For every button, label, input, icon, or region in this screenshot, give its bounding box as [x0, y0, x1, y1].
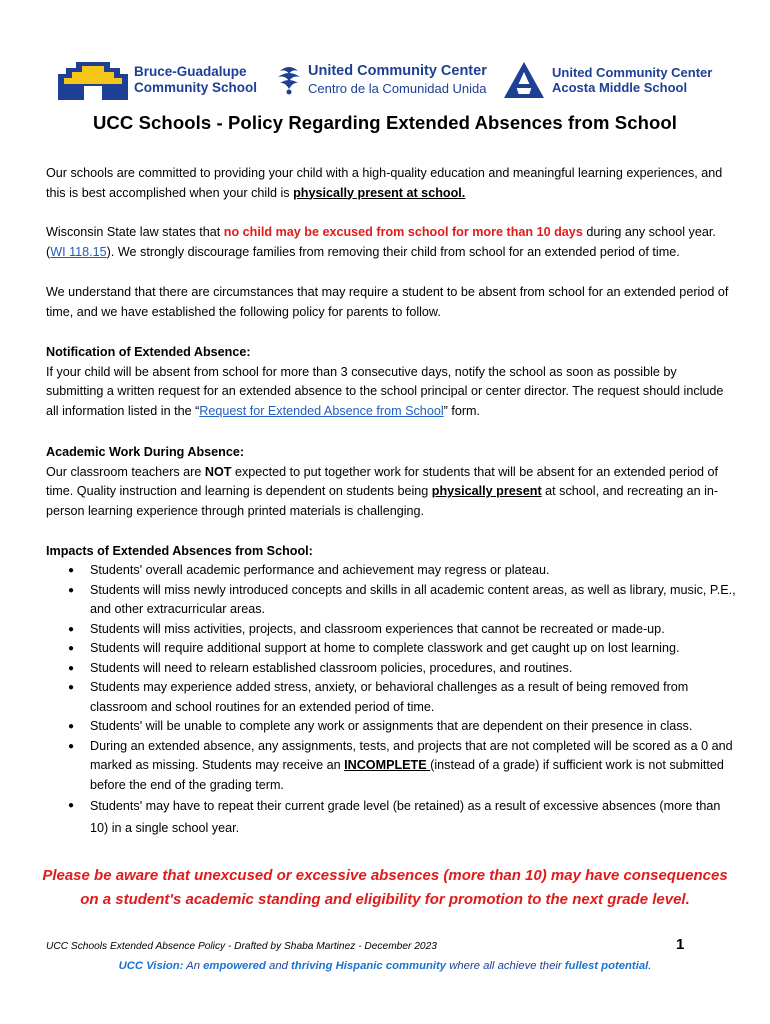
impacts-heading: Impacts of Extended Absences from School: — [46, 544, 313, 558]
warning-line-1: Please be aware that unexcused or excessive absences (more than 10) may have consequences — [42, 867, 728, 884]
consequence-warning — [0, 864, 770, 912]
academic-text-3: at school, and recreating an in-person learning experience through printed materials is challenging. — [46, 484, 719, 518]
list-item: ● Students' may have to repeat their current grade level (be retained) as a result of excessive absences (more than 10) in a single school year. — [46, 795, 736, 839]
vision-empowered: empowered — [203, 960, 266, 972]
academic-heading: Academic Work During Absence: — [46, 445, 245, 459]
list-item: ● Students will miss newly introduced concepts and skills in all academic content areas, as well as library, music, P.E., and other extracurricular areas. — [46, 581, 736, 620]
ucc-emblem-icon — [276, 65, 302, 95]
notification-heading: Notification of Extended Absence: — [46, 345, 251, 359]
wi-statute-link[interactable]: WI 118.15 — [50, 244, 107, 259]
bruce-line2: Community School — [134, 80, 258, 95]
notification-section — [46, 343, 736, 421]
law-open-paren: ( — [46, 244, 51, 259]
acosta-line1: United Community Center — [552, 65, 713, 80]
understand-paragraph: We understand that there are circumstances that may require a student to be absent from school for an extended period of time, and we have established the following policy for parents to follow. — [46, 285, 729, 319]
vision-text-2: and — [265, 960, 292, 972]
ucc-vision-statement — [0, 960, 770, 972]
list-item: ● Students will require additional support at home to complete classwork and get caught up on lost learning. — [46, 639, 736, 659]
list-item: ● Students' will be unable to complete any work or assignments that are dependent on their presence in class. — [46, 717, 736, 737]
law-red-text: no child may be excused from school for more than 10 days — [223, 225, 583, 239]
page-title: UCC Schools - Policy Regarding Extended Absences from School — [92, 112, 678, 133]
footer-draft-note: UCC Schools Extended Absence Policy - Drafted by Shaba Martinez - December 2023 — [46, 941, 437, 952]
vision-potential: fullest potential — [564, 960, 649, 972]
academic-not: NOT — [204, 464, 232, 479]
academic-text-2: expected to put together work for students that will be absent for an extended period of time. Quality instruction and learning is dependent on students being — [46, 464, 719, 498]
acosta-line2: Acosta Middle School — [552, 80, 688, 95]
logo-bar — [58, 58, 718, 102]
page-number: 1 — [676, 936, 685, 953]
incomplete-emphasis: INCOMPLETE — [344, 758, 431, 772]
academic-section — [46, 443, 736, 521]
acosta-a-emblem-icon — [502, 60, 546, 100]
request-form-link[interactable]: Request for Extended Absence from School — [199, 403, 444, 418]
intro-emphasis: physically present at school. — [293, 185, 466, 200]
vision-text-3: where all achieve their — [446, 960, 565, 972]
notification-text: If your child will be absent from school for more than 3 consecutive days, notify the school as soon as possible by submitting a written request for an extended absence to the school principal or center director. The request should include all information listed in the “ — [46, 364, 724, 418]
law-paragraph — [46, 223, 736, 262]
list-item: ● Students will miss activities, projects, and classroom experiences that cannot be recreated or made-up. — [46, 620, 736, 640]
vision-text-1: An — [183, 960, 204, 972]
ucc-line1: United Community Center — [308, 63, 487, 79]
impacts-list — [46, 561, 736, 839]
intro-paragraph — [46, 164, 736, 203]
item8-text-before: During an extended absence, any assignments, tests, and projects that are not completed will be scored as a 0 and marked as missing. Students may receive an — [90, 738, 733, 772]
acosta-logo — [502, 58, 712, 102]
law-text-rest: ). We strongly discourage families from removing their child from school for an extended period of time. — [106, 244, 680, 259]
academic-present: physically present — [431, 484, 542, 498]
vision-community: thriving Hispanic community — [291, 960, 447, 972]
vision-label: UCC Vision: — [118, 960, 184, 972]
item8-text-after: (instead of a grade) if sufficient work is not submitted before the end of the grading term. — [90, 758, 724, 792]
ucc-line2: Centro de la Comunidad Unida — [308, 81, 487, 96]
bruce-line1: Bruce-Guadalupe — [134, 64, 247, 79]
bruce-guadalupe-logo — [58, 58, 257, 102]
academic-text-1: Our classroom teachers are — [46, 464, 205, 479]
list-item: ● Students' overall academic performance and achievement may regress or plateau. — [46, 561, 736, 581]
intro-text: Our schools are committed to providing your child with a high-quality education and meaningful learning experiences, and this is best accomplished when your child is — [46, 166, 723, 200]
vision-end: . — [648, 960, 652, 972]
warning-line-2: on a student's academic standing and eligibility for promotion to the next grade level. — [80, 891, 690, 908]
list-item — [46, 737, 736, 796]
notification-after: ” form. — [443, 403, 481, 418]
list-item: ● Students may experience added stress, anxiety, or behavioral challenges as a result of being removed from classroom and school routines for an extended period of time. — [46, 678, 736, 717]
ucc-logo — [276, 58, 487, 102]
law-text-after: during any school year. — [582, 225, 716, 239]
stepped-pyramid-icon — [58, 60, 128, 100]
law-text-before: Wisconsin State law states that — [46, 225, 224, 239]
list-item: ● Students will need to relearn established classroom policies, procedures, and routines. — [46, 659, 736, 679]
